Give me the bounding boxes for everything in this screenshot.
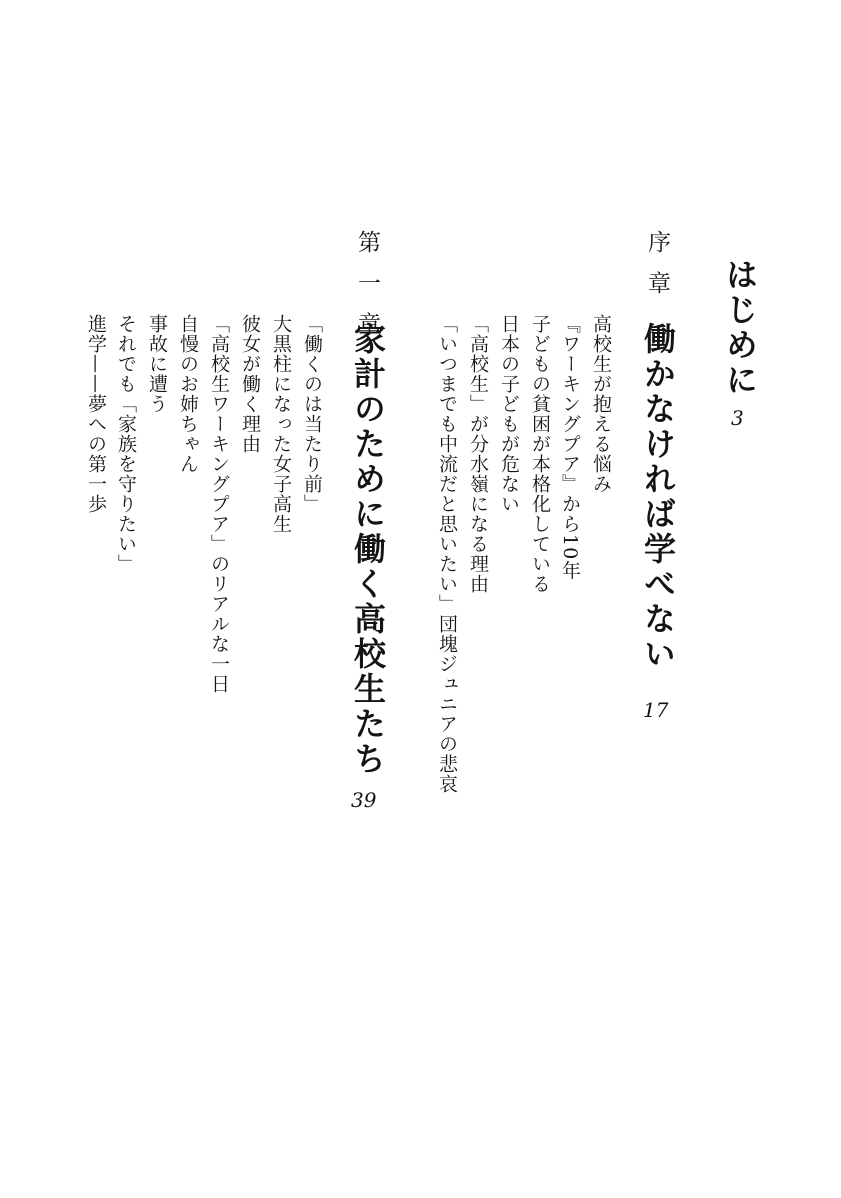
chapter1-section: 「高校生ワーキングプア」のリアルな一日 xyxy=(208,314,230,694)
prologue-section: 子どもの貧困が本格化している xyxy=(529,314,551,594)
intro-page-number: 3 xyxy=(731,406,744,430)
chapter1-section: 自慢のお姉ちゃん xyxy=(177,314,199,474)
prologue-section: 日本の子どもが危ない xyxy=(498,314,520,514)
prologue-section: 『ワーキングプア』から10年 xyxy=(559,314,581,581)
chapter1-section: 進学——夢への第一歩 xyxy=(85,314,107,514)
chapter1-section: 彼女が働く理由 xyxy=(239,314,261,454)
prologue-label: 序章 xyxy=(644,230,670,312)
prologue-section: 「高校生」が分水嶺になる理由 xyxy=(467,314,489,594)
chapter1-label: 第一章 xyxy=(354,230,380,353)
prologue-page-number: 17 xyxy=(643,698,669,722)
prologue-section: 高校生が抱える悩み xyxy=(590,314,612,494)
chapter1-title: 家計のために働く高校生たち xyxy=(349,322,387,777)
chapter1-section: 事故に遭う xyxy=(146,314,168,414)
prologue-section: 「いつまでも中流だと思いたい」団塊ジュニアの悲哀 xyxy=(436,314,458,794)
chapter1-section: 「働くのは当たり前」 xyxy=(301,314,323,514)
chapter1-section: 大黒柱になった女子高生 xyxy=(270,314,292,534)
chapter1-section: それでも「家族を守りたい」 xyxy=(115,314,137,574)
chapter1-page-number: 39 xyxy=(351,788,377,812)
intro-title: はじめに xyxy=(721,258,759,398)
prologue-title: 働かなければ学べない xyxy=(639,322,677,672)
